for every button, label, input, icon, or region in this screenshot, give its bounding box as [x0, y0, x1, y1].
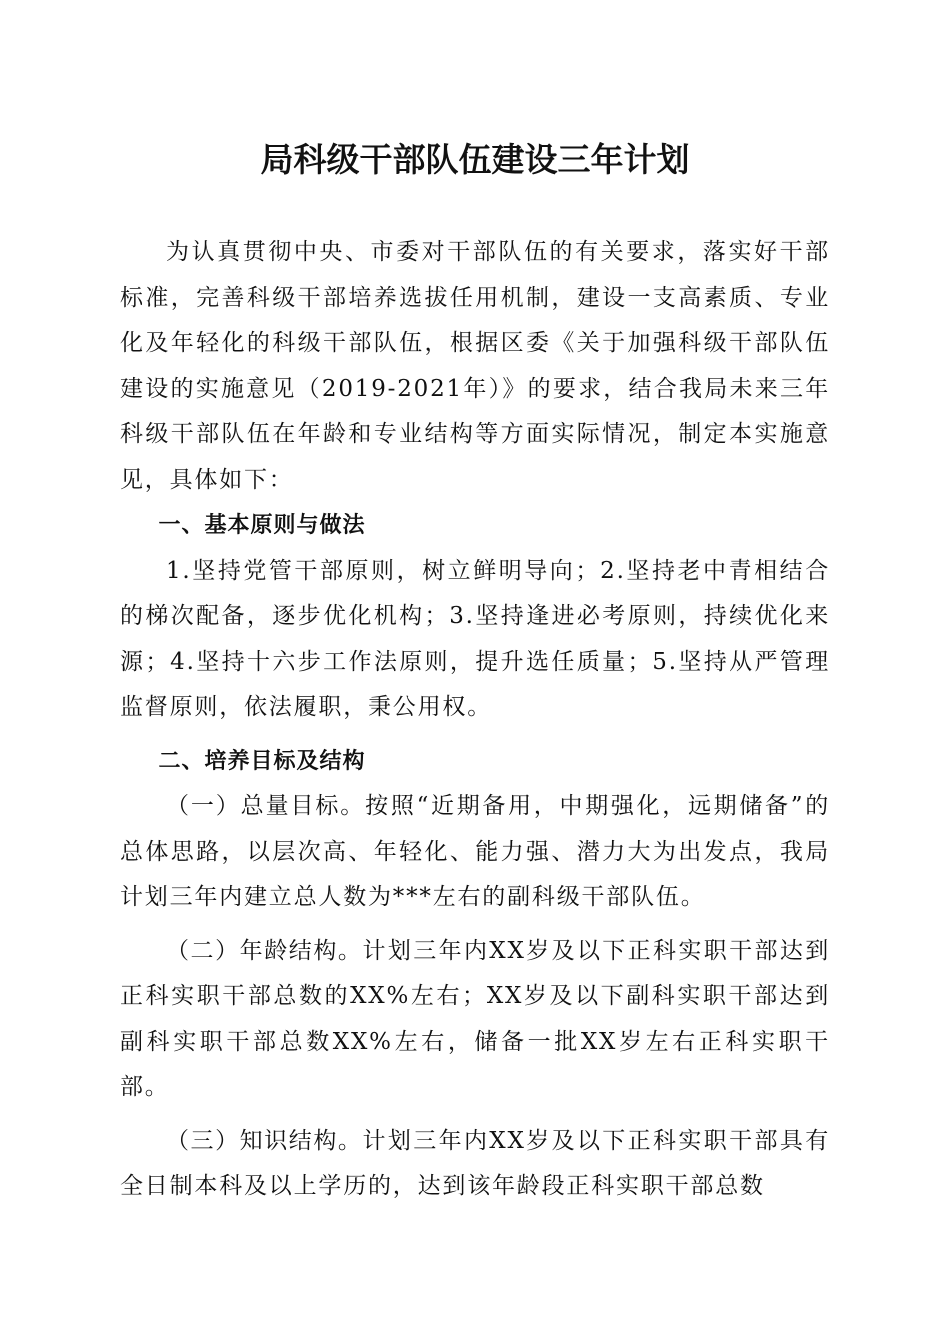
goal-total-label: （一）总量目标。	[166, 793, 366, 819]
goal-total-text: 按照“近期备用，中期强化，远期储备”的总体思路，以层次高、年轻化、能力强、潜力大为出发点，我局计划三年内建立总人数为***左右的副科级干部队伍。	[120, 793, 831, 910]
section-heading-goals: 二、培养目标及结构	[158, 748, 366, 774]
intro-paragraph: 为认真贯彻中央、市委对干部队伍的有关要求，落实好干部标准，完善科级干部培养选拔任用机制，建设一支高素质、专业化及年轻化的科级干部队伍，根据区委《关于加强科级干部队伍建设的实施意见（2019-2021年）》的要求，结合我局未来三年科级干部队伍在年龄和专业结构等方面实际情况，制定本实施意见，具体如下：	[120, 239, 830, 493]
section-heading-principles: 一、基本原则与做法	[158, 513, 366, 538]
goal-knowledge-label: （三）知识结构。	[166, 1127, 363, 1154]
goal-total-paragraph	[120, 784, 830, 921]
goal-knowledge-text: 计划三年内XX岁及以下正科实职干部具有全日制本科及以上学历的，达到该年龄段正科实职干部总数	[120, 1127, 830, 1199]
goal-age-text: 计划三年内XX岁及以下正科实职干部达到正科实职干部总数的XX%左右；XX岁及以下副科实职干部达到副科实职干部总数XX%左右，储备一批XX岁左右正科实职干部。	[120, 937, 830, 1100]
principles-paragraph: 1.坚持党管干部原则，树立鲜明导向；2.坚持老中青相结合的梯次配备，逐步优化机构；3.坚持逢进必考原则，持续优化来源；4.坚持十六步工作法原则，提升选任质量；5.坚持从严管理监督原则，依法履职，秉公用权。	[120, 557, 830, 720]
goal-age-label: （二）年龄结构。	[166, 937, 363, 964]
document-body	[120, 230, 830, 1210]
goal-age-paragraph	[120, 929, 830, 1111]
document-title: 局科级干部队伍建设三年计划	[260, 140, 690, 179]
goal-knowledge-paragraph	[120, 1119, 830, 1210]
